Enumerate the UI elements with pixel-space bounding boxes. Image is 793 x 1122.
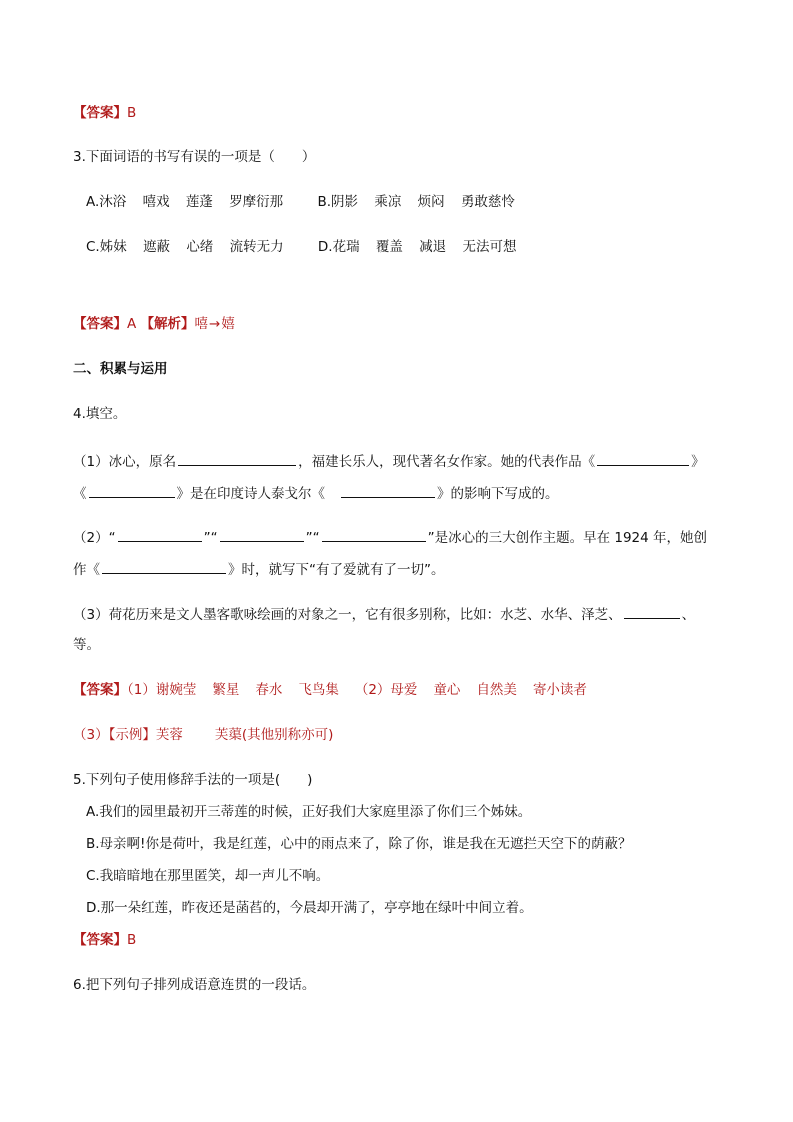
section-heading: 二、积累与运用 [73,361,168,377]
blank-line [89,483,175,498]
question-3-options-cd [86,238,528,256]
answer-item: 自然美 [476,682,517,698]
text: 》是在印度诗人泰戈尔《 [176,486,325,502]
question-4-part-1-line-2 [73,483,559,503]
answer-value: A [127,316,137,332]
answer-item: 童心 [433,682,461,698]
text: （2）“ [73,530,116,546]
option-b-word-3: 烦闷 [417,194,445,210]
answer-label: 【答案】 [73,316,127,332]
analysis-to: 嬉 [221,316,235,332]
answer-label: 【答案】 [73,682,127,698]
analysis-label: 【解析】 [140,316,195,332]
question-5-option-c: C.我暗暗地在那里匿笑，却一声儿不响。 [86,868,330,884]
option-c-word-4: 流转无力 [229,239,284,255]
answer-item: 芙蕖(其他别称亦可) [214,727,334,743]
answer-label: 【答案】 [73,105,127,121]
text: ，福建长乐人，现代著名女作家。她的代表作品《 [298,454,596,470]
text: 》 [691,454,705,470]
text: （3）荷花历来是文人墨客歌咏绘画的对象之一，它有很多别称，比如：水芝、水华、泽芝、 [73,607,622,623]
question-4-part-2-line-2 [73,559,445,579]
question-3-stem: 3.下面词语的书写有误的一项是（ ） [73,149,316,165]
arrow-icon: → [209,316,221,332]
answer-q5 [73,931,136,949]
option-a-word-3: 莲蓬 [185,194,213,210]
option-d-word-3: 减退 [419,239,447,255]
question-4-part-2-line-1 [73,527,707,547]
option-a-word-1: A.沐浴 [86,194,127,210]
text: 、 [681,607,696,623]
text: ”是冰心的三大创作主题。早在 1924 年，她创 [427,530,708,546]
option-a-word-2: 嘻戏 [142,194,170,210]
blank-line [624,604,680,619]
answer-item: （3）【示例】芙蓉 [73,727,183,743]
question-4-part-3-line-2: 等。 [73,637,100,653]
answer-q4-line-2 [73,726,333,744]
text: ”“ [305,530,320,546]
option-c-word-1: C.姊妹 [86,239,127,255]
option-c-word-2: 遮蔽 [143,239,171,255]
question-3-options-ab [86,193,527,211]
option-d-word-2: 覆盖 [375,239,403,255]
blank-line [341,483,435,498]
question-4-part-3-line-1 [73,604,695,624]
answer-item: 飞鸟集 [298,682,339,698]
question-5-stem: 5.下列句子使用修辞手法的一项是( ) [73,772,313,788]
answer-q3 [73,315,235,333]
answer-item: 寄小读者 [532,682,587,698]
answer-q2 [73,104,136,122]
blank-line [178,451,296,466]
question-4-stem: 4.填空。 [73,406,127,422]
option-b-word-1: B.阴影 [317,194,359,210]
text: （1）冰心，原名 [73,454,177,470]
blank-line [220,527,304,542]
analysis-from: 嘻 [194,316,209,332]
text: 》的影响下写成的。 [437,486,559,502]
question-5-option-b: B.母亲啊!你是荷叶，我是红莲，心中的雨点来了，除了你，谁是我在无遮拦天空下的荫蔽？ [86,836,632,852]
question-4-part-1-line-1 [73,451,705,471]
option-c-word-3: 心绪 [186,239,214,255]
blank-line [322,527,426,542]
blank-line [102,559,226,574]
text: 》时，就写下“有了爱就有了一切”。 [228,562,445,578]
text: ”“ [203,530,218,546]
option-d-word-1: D.花瑞 [317,239,360,255]
blank-line [118,527,202,542]
question-5-option-a: A.我们的园里最初开三蒂莲的时候，正好我们大家庭里添了你们三个姊妹。 [86,804,532,820]
question-5-option-d: D.那一朵红莲，昨夜还是菡萏的，今晨却开满了，亭亭地在绿叶中间立着。 [86,900,533,916]
question-6-stem: 6.把下列句子排列成语意连贯的一段话。 [73,977,316,993]
answer-item: （2）母爱 [354,682,418,698]
answer-item: 繁星 [212,682,240,698]
option-b-word-2: 乘凉 [374,194,402,210]
text: 《 [73,486,87,502]
answer-q4-line-1 [73,681,587,699]
answer-value: B [127,932,137,948]
answer-label: 【答案】 [73,932,127,948]
answer-item: 春水 [255,682,283,698]
answer-value: B [127,105,137,121]
blank-line [597,451,689,466]
text: 作《 [73,562,100,578]
answer-item: （1）谢婉莹 [127,682,197,698]
option-b-word-4: 勇敢慈怜 [460,194,515,210]
option-a-word-4: 罗摩衍那 [229,194,284,210]
option-d-word-4: 无法可想 [462,239,517,255]
